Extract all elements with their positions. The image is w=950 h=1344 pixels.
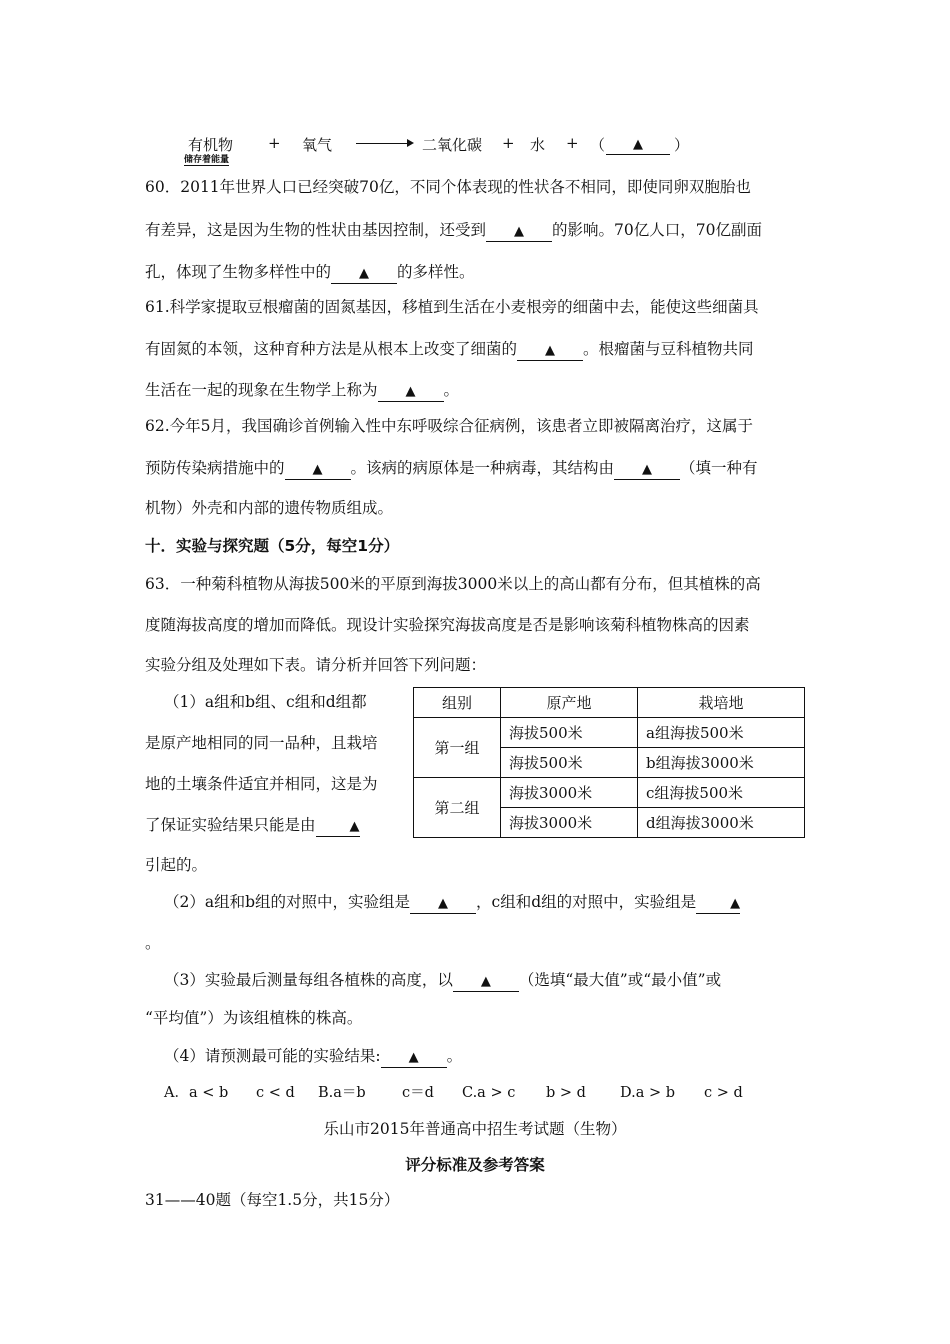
answer-blank: ▲ [381,1047,447,1068]
q63-p1-line2: 是原产地相同的同一品种，且栽培 [145,734,378,752]
table-cell: c组海拔500米 [638,778,805,808]
q63-p1-line1: （1）a组和b组、c组和d组都 [164,693,367,711]
table-cell: 海拔3000米 [501,778,638,808]
q63-p2: （2）a组和b组的对照中，实验组是 ▲ ，c组和d组的对照中，实验组是 ▲ [164,890,740,914]
table-header: 原产地 [501,688,638,718]
q63-p3: （3）实验最后测量每组各植株的高度，以 ▲ （选填“最大值”或“最小值”或 [164,968,721,992]
reaction-arrow [356,143,412,144]
table-header-row [414,688,805,718]
answer-blank: ▲ [486,221,552,242]
group-cell: 第二组 [414,778,501,838]
answer-blank: ▲ [606,134,670,155]
q63-line3: 实验分组及处理如下表。请分析并回答下列问题： [145,656,487,674]
table-cell: 海拔3000米 [501,808,638,838]
table-row [414,778,805,808]
paren-open: （ [590,136,606,154]
answer-blank: ▲ [331,263,397,284]
option-d1: D.a > b [620,1085,676,1101]
table-cell: 海拔500米 [501,748,638,778]
section-heading: 十．实验与探究题（5分，每空1分） [145,537,400,555]
q63-p1-line5: 引起的。 [145,856,208,874]
q63-p1-line4: 了保证实验结果只能是由 ▲ [145,813,360,837]
carbon-dioxide: 二氧化碳 [422,136,483,154]
answer-section-first: 31——40题（每空1.5分，共15分） [145,1191,400,1209]
plus-sign: + [268,134,281,152]
q61-line3: 生活在一起的现象在生物学上称为 ▲ 。 [145,378,459,402]
answer-key-title: 乐山市2015年普通高中招生考试题（生物） [323,1120,627,1138]
answer-blank: ▲ [410,893,476,914]
experiment-table [413,687,805,838]
q63-p2-end: 。 [145,934,161,952]
table-row [414,718,805,748]
table-cell: 海拔500米 [501,718,638,748]
q60-line2: 有差异，这是因为生物的性状由基因控制，还受到 ▲ 的影响。70亿人口，70亿副面 [145,218,762,242]
q62-line3: 机物）外壳和内部的遗传物质组成。 [145,499,394,517]
q62-line2: 预防传染病措施中的 ▲ 。该病的病原体是一种病毒，其结构由 ▲ （填一种有 [145,456,758,480]
q63-line2: 度随海拔高度的增加而降低。现设计实验探究海拔高度是否是影响该菊科植物株高的因素 [145,616,750,634]
option-a2: c < d [256,1085,295,1101]
option-c1: C.a > c [462,1085,516,1101]
q60-line1: 60．2011年世界人口已经突破70亿，不同个体表现的性状各不相同，即使同卵双胞胎也 [145,178,751,196]
answer-blank: ▲ [517,340,583,361]
answer-blank: ▲ [696,893,740,914]
paren-close: ） [674,136,690,154]
table-cell: d组海拔3000米 [638,808,805,838]
q63-line1: 63．一种菊科植物从海拔500米的平原到海拔3000米以上的高山都有分布，但其植株的高 [145,575,761,593]
answer-key-subtitle: 评分标准及参考答案 [405,1156,545,1174]
option-c2: b > d [546,1085,586,1101]
table-header: 栽培地 [638,688,805,718]
q61-line1: 61.科学家提取豆根瘤菌的固氮基因，移植到生活在小麦根旁的细菌中去，能使这些细菌具 [145,298,759,316]
answer-blank: ▲ [316,816,360,837]
q63-p4: （4）请预测最可能的实验结果: ▲ 。 [164,1044,462,1068]
plus-sign: + [502,134,515,152]
option-d2: c > d [704,1085,743,1101]
option-b2: c＝d [402,1085,434,1101]
q62-line1: 62.今年5月，我国确诊首例输入性中东呼吸综合征病例，该患者立即被隔离治疗，这属于 [145,417,754,435]
answer-blank: ▲ [453,971,519,992]
organic-matter: 有机物 [188,136,234,154]
photosynthesis-equation [180,130,700,164]
table-cell: a组海拔500米 [638,718,805,748]
q60-line3: 孔，体现了生物多样性中的 ▲ 的多样性。 [145,260,475,284]
table-header: 组别 [414,688,501,718]
water: 水 [530,136,546,154]
option-a1: A．a < b [164,1085,229,1101]
answer-blank: ▲ [285,459,351,480]
q61-line2: 有固氮的本领，这种育种方法是从根本上改变了细菌的 ▲ 。根瘤菌与豆科植物共同 [145,337,754,361]
plus-sign: + [566,134,579,152]
option-b1: B.a＝b [318,1085,366,1101]
group-cell: 第一组 [414,718,501,778]
answer-blank: ▲ [614,459,680,480]
oxygen: 氧气 [302,136,333,154]
answer-blank: ▲ [378,381,444,402]
table-cell: b组海拔3000米 [638,748,805,778]
q63-p3-line2: “平均值”）为该组植株的株高。 [145,1009,363,1027]
q63-p1-line3: 地的土壤条件适宜并相同，这是为 [145,775,378,793]
q63-options [164,1081,743,1102]
organic-note: 储存着能量 [184,152,229,166]
